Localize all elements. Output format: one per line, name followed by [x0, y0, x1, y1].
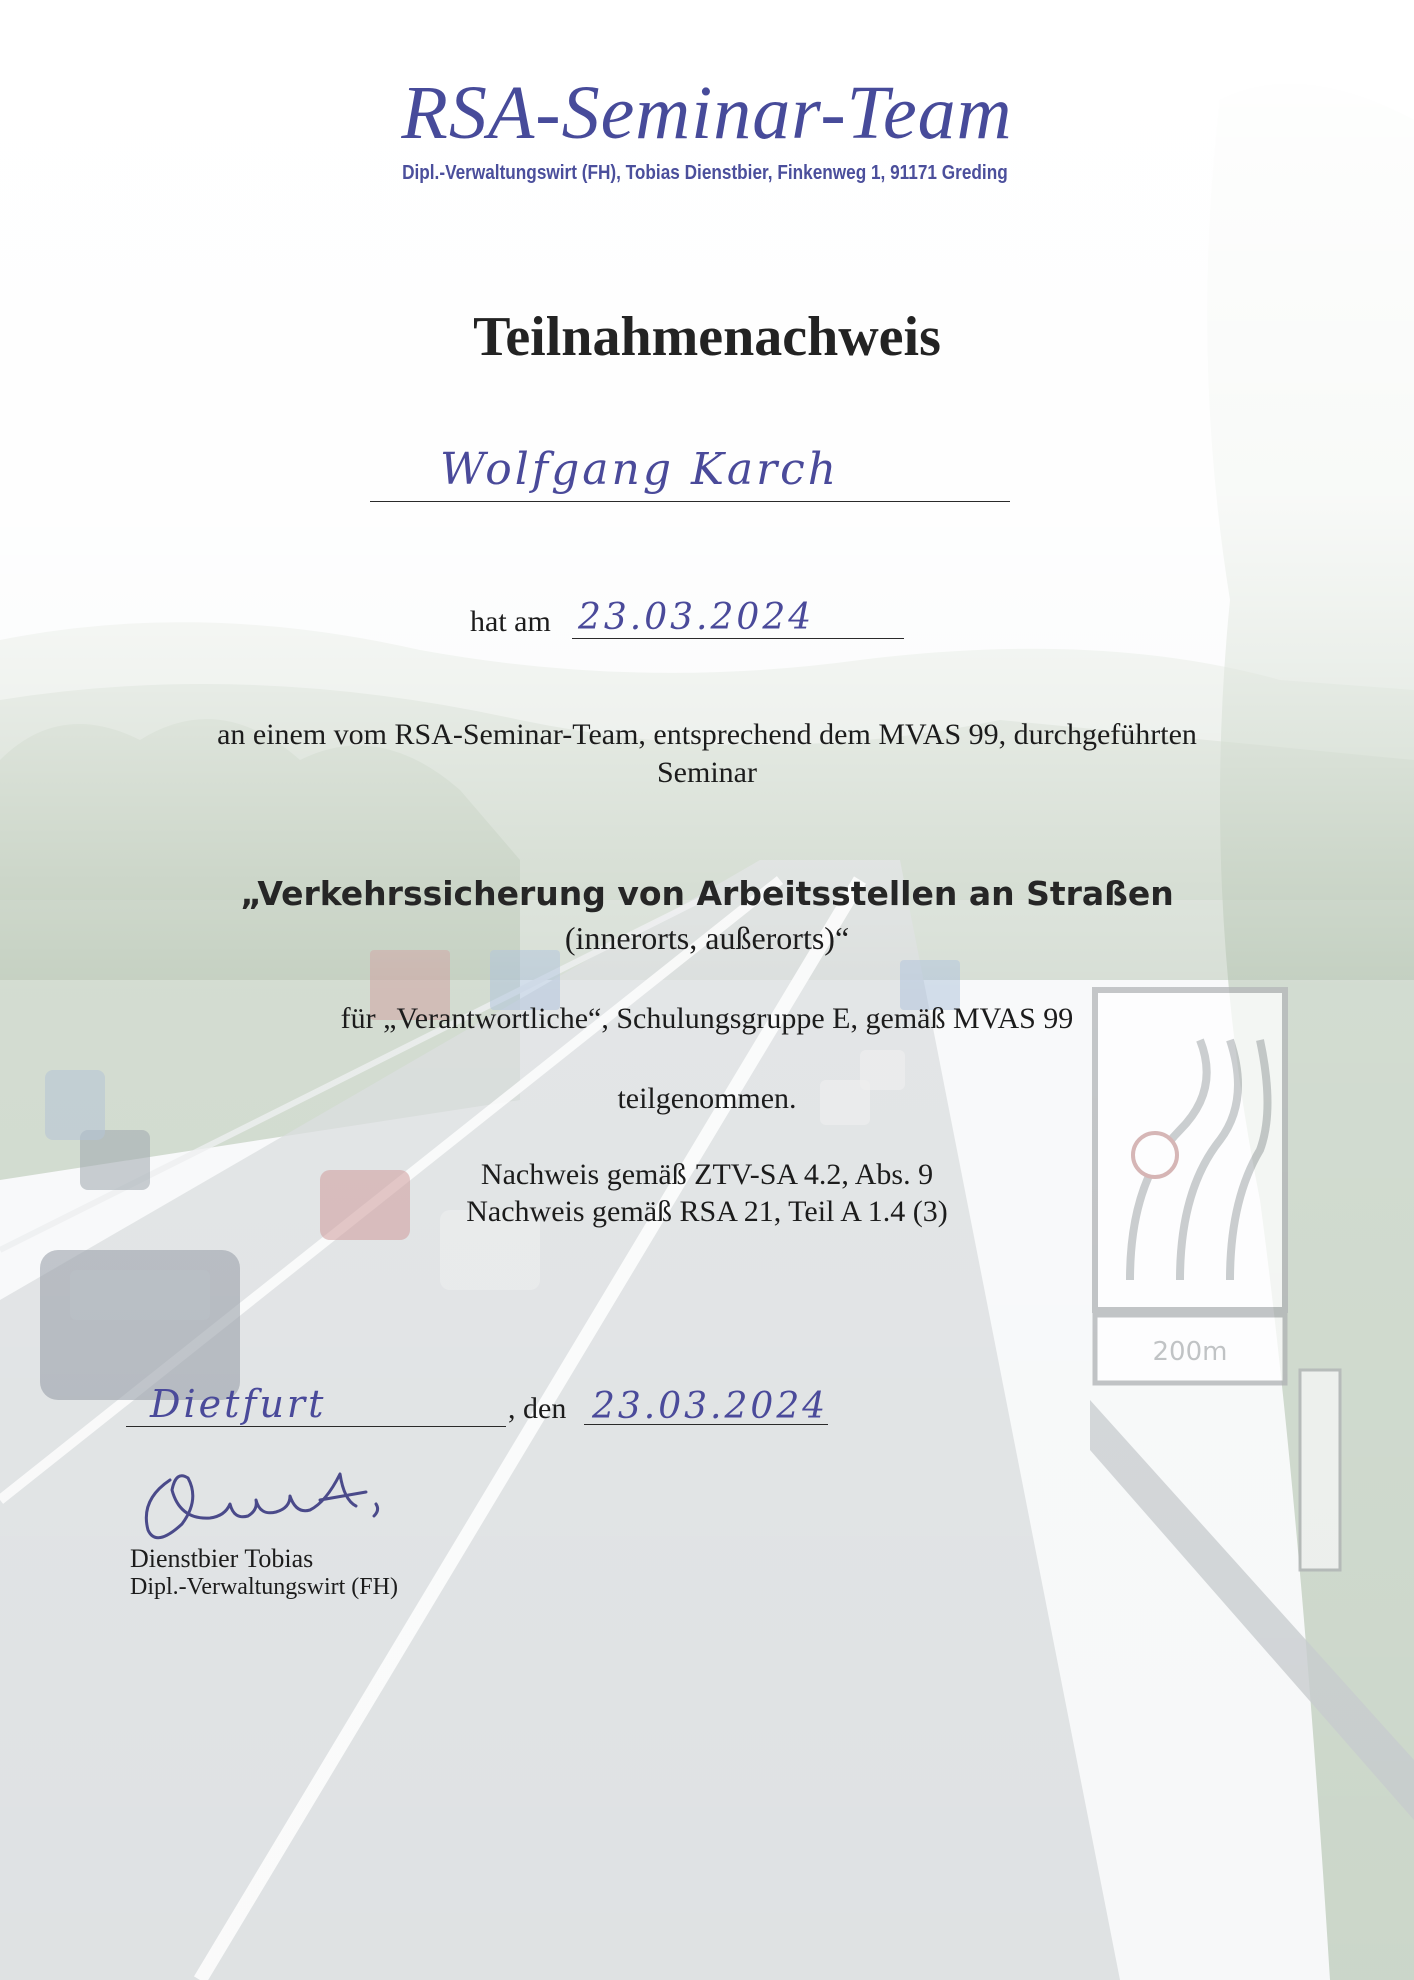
issue-date: 23.03.2024: [592, 1386, 829, 1427]
signer-name: Dienstbier Tobias: [130, 1544, 314, 1573]
seminar-subtitle: (innerorts, außerorts)“: [564, 920, 850, 956]
date-label: hat am: [470, 605, 551, 638]
participated-text: teilgenommen.: [617, 1082, 797, 1115]
proof-ztv-sa: Nachweis gemäß ZTV-SA 4.2, Abs. 9: [480, 1158, 934, 1191]
intro-text: an einem vom RSA-Seminar-Team, entsprechend dem MVAS 99, durchgeführten: [217, 718, 1197, 751]
place-value: Dietfurt: [150, 1382, 327, 1426]
intro-text-seminar: Seminar: [657, 756, 757, 789]
name-line: [370, 501, 1010, 502]
document-title: Teilnahmenachweis: [473, 306, 941, 368]
participant-name: Wolfgang Karch: [440, 444, 840, 495]
signature-icon: [130, 1460, 390, 1550]
issue-date-prefix: , den: [508, 1392, 567, 1425]
org-address: Dipl.-Verwaltungswirt (FH), Tobias Dienstbier, Finkenweg 1, 91171 Greding: [402, 162, 1008, 184]
signer-title: Dipl.-Verwaltungswirt (FH): [130, 1574, 398, 1600]
org-title: RSA-Seminar-Team: [401, 71, 1013, 155]
issue-date-line: [584, 1424, 828, 1425]
audience-text: für „Verantwortliche“, Schulungsgruppe E, gemäß MVAS 99: [340, 1002, 1074, 1035]
seminar-date: 23.03.2024: [578, 597, 815, 638]
proof-rsa: Nachweis gemäß RSA 21, Teil A 1.4 (3): [466, 1195, 948, 1228]
place-line: [126, 1426, 506, 1427]
date-line: [572, 638, 904, 639]
seminar-title: „Verkehrssicherung von Arbeitsstellen an Straßen: [240, 874, 1174, 913]
